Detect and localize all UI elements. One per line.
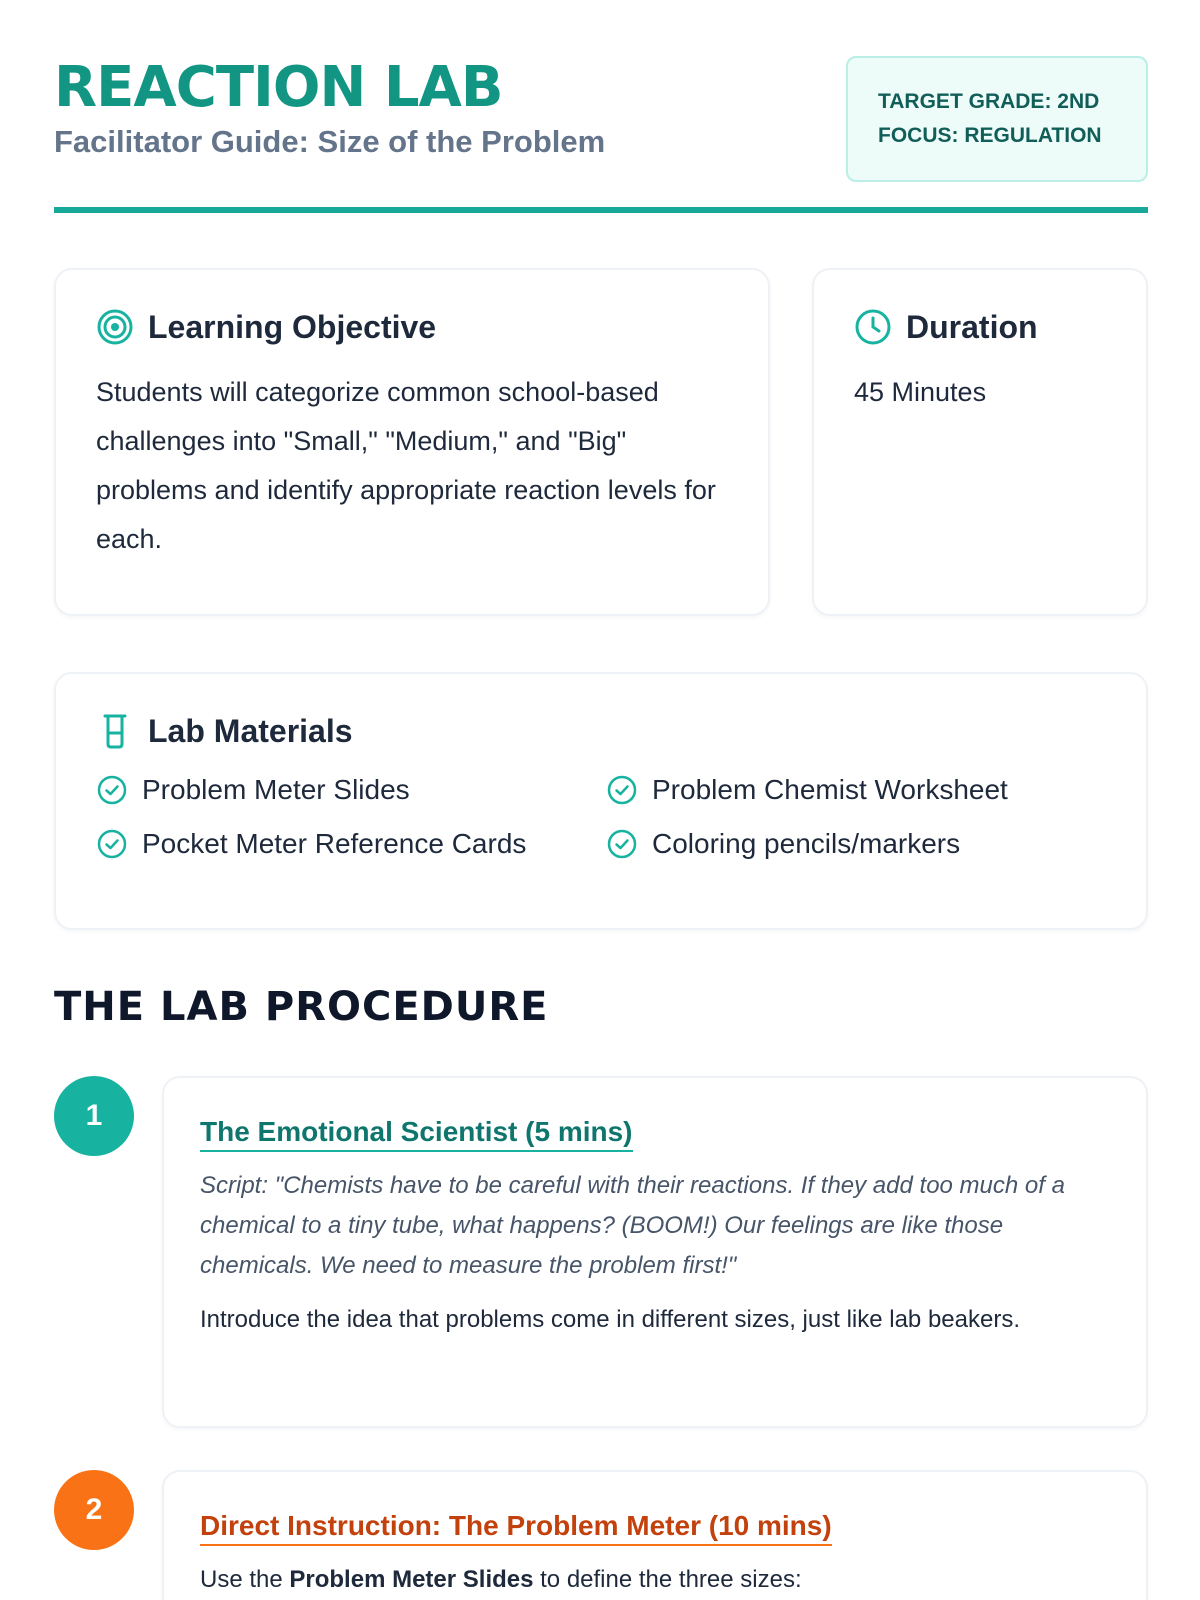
materials-list [96,774,1106,860]
step-title: The Emotional Scientist (5 mins) [200,1116,633,1152]
procedure-heading: THE LAB PROCEDURE [54,984,549,1030]
learning-objective-heading: Learning Objective [148,308,437,345]
material-item [606,828,1116,860]
material-item [96,828,606,860]
step-note-bold: Problem Meter Slides [289,1566,534,1593]
learning-objective-card [54,268,770,616]
grade-focus-badge [846,56,1148,182]
page-header [54,56,1148,216]
material-label: Problem Meter Slides [142,774,410,805]
step-card [162,1076,1148,1428]
duration-value: 45 Minutes [854,377,987,407]
page-subtitle: Facilitator Guide: Size of the Problem [54,124,606,159]
material-item [606,774,1116,806]
step-number-badge: 1 [54,1076,134,1156]
material-item [96,774,606,806]
step-note-prefix: Use the [200,1566,290,1593]
material-label: Problem Chemist Worksheet [652,774,1008,805]
step-note-suffix: to define the three sizes: [533,1566,802,1593]
duration-heading: Duration [906,308,1038,345]
check-circle-icon [96,828,128,860]
beaker-icon [96,712,134,750]
target-grade-label: TARGET GRADE: 2ND [878,90,1100,113]
step-note: Introduce the idea that problems come in different sizes, just like lab beakers. [200,1306,1020,1333]
check-circle-icon [606,828,638,860]
duration-card [812,268,1148,616]
step-script: Script: "Chemists have to be careful with their reactions. If they add too much of a chemical to a tiny tube, what happens? (BOOM!) Our feelings are like those chemicals. We need to measure the problem first!" [200,1172,1065,1279]
check-circle-icon [606,774,638,806]
material-label: Pocket Meter Reference Cards [142,828,527,859]
page-title: REACTION LAB [54,55,503,120]
step-title: Direct Instruction: The Problem Meter (10 mins) [200,1510,832,1546]
step-number-badge: 2 [54,1470,134,1550]
target-icon [96,308,134,346]
header-divider [54,207,1148,213]
step-card [162,1470,1148,1600]
check-circle-icon [96,774,128,806]
learning-objective-text: Students will categorize common school-based challenges into "Small," "Medium," and "Big" problems and identify appropriate reaction levels for each. [96,377,716,554]
focus-label: FOCUS: REGULATION [878,124,1102,147]
lab-materials-card [54,672,1148,930]
material-label: Coloring pencils/markers [652,828,961,859]
clock-icon [854,308,892,346]
lab-materials-heading: Lab Materials [148,712,353,749]
step-note [200,1560,1110,1600]
